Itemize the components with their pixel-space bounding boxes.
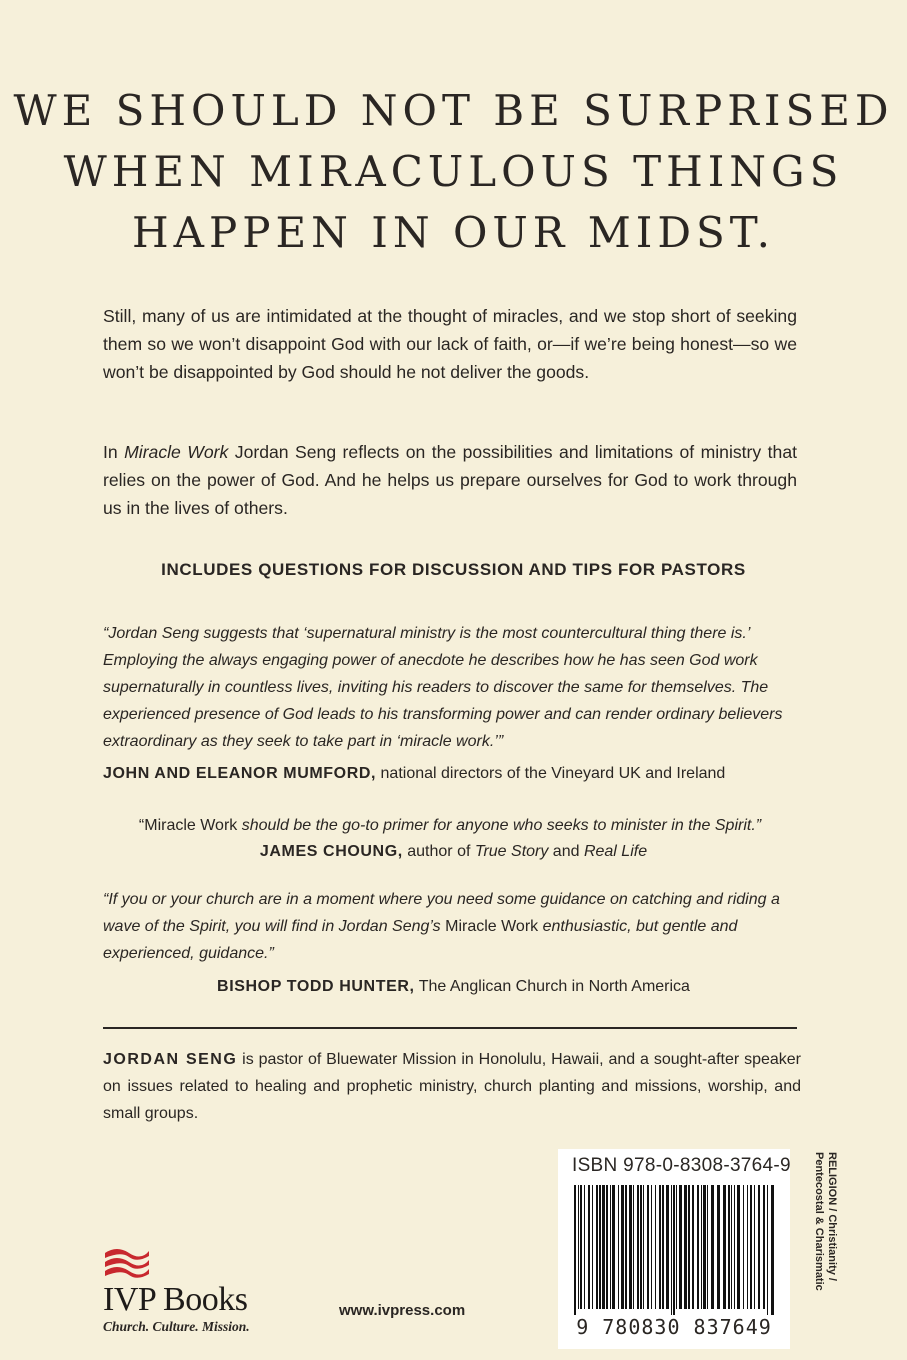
barcode-bar [643, 1185, 644, 1309]
author-bio [103, 1046, 801, 1127]
quote-3-part-1: “If you or your church are in a moment where you need some guidance on catching and riding a wave of the Spirit, you will find in Jordan Seng’s [103, 891, 780, 935]
barcode-bar [625, 1185, 627, 1309]
endorsement-attribution-2 [0, 838, 907, 865]
barcode-bar [703, 1185, 706, 1309]
publisher-tagline: Church. Culture. Mission. [103, 1319, 250, 1334]
barcode-bar [754, 1185, 755, 1309]
barcode-bar [688, 1185, 690, 1309]
endorsement-attribution-3 [0, 973, 907, 1000]
barcode-bar [633, 1185, 634, 1309]
barcode-bar [750, 1185, 752, 1309]
barcode-bar [679, 1185, 682, 1309]
barcode-bar [602, 1185, 605, 1309]
barcode-bar [684, 1185, 687, 1309]
barcode-bar [734, 1185, 735, 1309]
p2-rest: Jordan Seng reflects on the possibilities and limitations of ministry that relies on the power of God. And he helps us prepare ourselves for God to work through us in the lives of others. [103, 442, 798, 518]
endorsement-attribution-1 [103, 760, 725, 787]
quote-3-title: Miracle Work [445, 918, 539, 935]
endorser-name-1: JOHN AND ELEANOR MUMFORD, [103, 765, 377, 782]
barcode-bar [606, 1185, 608, 1309]
endorsement-quote-3 [103, 886, 797, 967]
barcode-bar [737, 1185, 740, 1309]
isbn-label: ISBN 978-0-8308-3764-9 [572, 1155, 791, 1176]
category-line-2: Pentecostal & Charismatic [813, 1152, 825, 1291]
barcode-box [558, 1149, 790, 1349]
barcode-bar [767, 1185, 768, 1315]
barcode-bar [717, 1185, 720, 1309]
barcode-bar [747, 1185, 748, 1309]
divider [103, 1027, 797, 1029]
quote-2-rest: should be the go-to primer for anyone who seeks to minister in the Spirit.” [237, 817, 762, 834]
endorser-role-2-and: and [548, 843, 584, 860]
endorser-role-1: national directors of the Vineyard UK and Ireland [376, 765, 726, 782]
author-bio-text: is pastor of Bluewater Mission in Honolulu, Hawaii, and a sought-after speaker on issues related to healing and prophetic ministry, church planting and missions, worship, and small groups. [103, 1051, 801, 1122]
endorser-name-3: BISHOP TODD HUNTER, [217, 978, 415, 995]
includes-line: INCLUDES QUESTIONS FOR DISCUSSION AND TIPS FOR PASTORS [161, 560, 746, 579]
barcode-bar [723, 1185, 726, 1309]
barcode-bar [629, 1185, 632, 1309]
barcode-bar [584, 1185, 585, 1309]
barcode-bar [596, 1185, 598, 1309]
headline [0, 80, 907, 263]
publisher-website: www.ivpress.com [339, 1302, 466, 1319]
endorsement-quote-1: “Jordan Seng suggests that ‘supernatural ministry is the most countercultural thing there is.’ Employing the always engaging power of anecdote he describes how he has seen God work supernaturally in countless lives, inviting his readers to discover the same for themselves. The experienced presence of God leads to his transforming power and can render ordinary believers extraordinary as they seek to take part in ‘miracle work.’” [103, 625, 783, 750]
p2-prefix: In [103, 442, 125, 462]
barcode-digits: 9 780830 837649 [576, 1315, 772, 1339]
headline-line-3: HAPPEN IN OUR MIDST. [132, 208, 775, 257]
barcode-bar [647, 1185, 649, 1309]
barcode-bar [655, 1185, 656, 1309]
barcode-bar [610, 1185, 611, 1309]
barcode-bar [599, 1185, 601, 1309]
barcode-bar [612, 1185, 615, 1309]
barcode-bar [676, 1185, 677, 1309]
barcode-bar [743, 1185, 744, 1309]
endorser-name-2: JAMES CHOUNG, [259, 843, 403, 860]
barcode-bar [758, 1185, 760, 1309]
barcode-bar [707, 1185, 708, 1309]
barcode-bar [659, 1185, 661, 1309]
barcode-bar [671, 1185, 672, 1315]
category-line-1: RELIGION / Christianity / [826, 1152, 838, 1281]
barcode-bar [692, 1185, 694, 1309]
barcode-bar [621, 1185, 624, 1309]
publisher-name: IVP Books [103, 1281, 248, 1318]
barcode-bar [574, 1185, 576, 1315]
barcode-bar [697, 1185, 699, 1309]
barcode-bar [731, 1185, 732, 1309]
barcode-bar [701, 1185, 702, 1309]
barcode-bar [673, 1185, 675, 1315]
endorser-role-3: The Anglican Church in North America [414, 978, 690, 995]
ivp-flag-icon [103, 1245, 151, 1279]
quote-3-part-2: enthusiastic, but gentle and experienced, guidance.” [103, 918, 738, 962]
barcode-bar [662, 1185, 664, 1309]
barcode-bar [618, 1185, 619, 1309]
barcode-bar [651, 1185, 652, 1309]
description-paragraph-1: Still, many of us are intimidated at the thought of miracles, and we stop short of seeking them so we won’t disappoint God with our lack of faith, or—if we’re being honest—so we won’t be disappointed by God should he not deliver the goods. [103, 306, 797, 382]
barcode-bar [666, 1185, 669, 1309]
category-label [812, 1152, 838, 1322]
endorsement-quote-2 [103, 812, 797, 839]
endorser-book-2: Real Life [583, 843, 648, 860]
barcode-bar [578, 1185, 579, 1309]
description-paragraph-2 [103, 438, 797, 522]
barcode-bar [763, 1185, 765, 1309]
author-name: JORDAN SENG [103, 1051, 238, 1068]
endorser-role-2-prefix: author of [402, 843, 475, 860]
barcode-bar [588, 1185, 590, 1309]
barcode-bar [637, 1185, 639, 1309]
barcode-bar [771, 1185, 774, 1315]
barcode-bar [711, 1185, 714, 1309]
headline-line-2: WHEN MIRACULOUS THINGS [63, 147, 844, 196]
endorser-book-1: True Story [474, 843, 549, 860]
barcode-bar [592, 1185, 593, 1309]
barcode-bar [728, 1185, 730, 1309]
headline-line-1: WE SHOULD NOT BE SURPRISED [13, 86, 894, 135]
barcode-bar [640, 1185, 642, 1309]
book-title: Miracle Work [124, 442, 229, 462]
quote-2-open: “Miracle Work [138, 817, 238, 834]
barcode-bar [580, 1185, 582, 1309]
barcode-icon [572, 1185, 776, 1315]
